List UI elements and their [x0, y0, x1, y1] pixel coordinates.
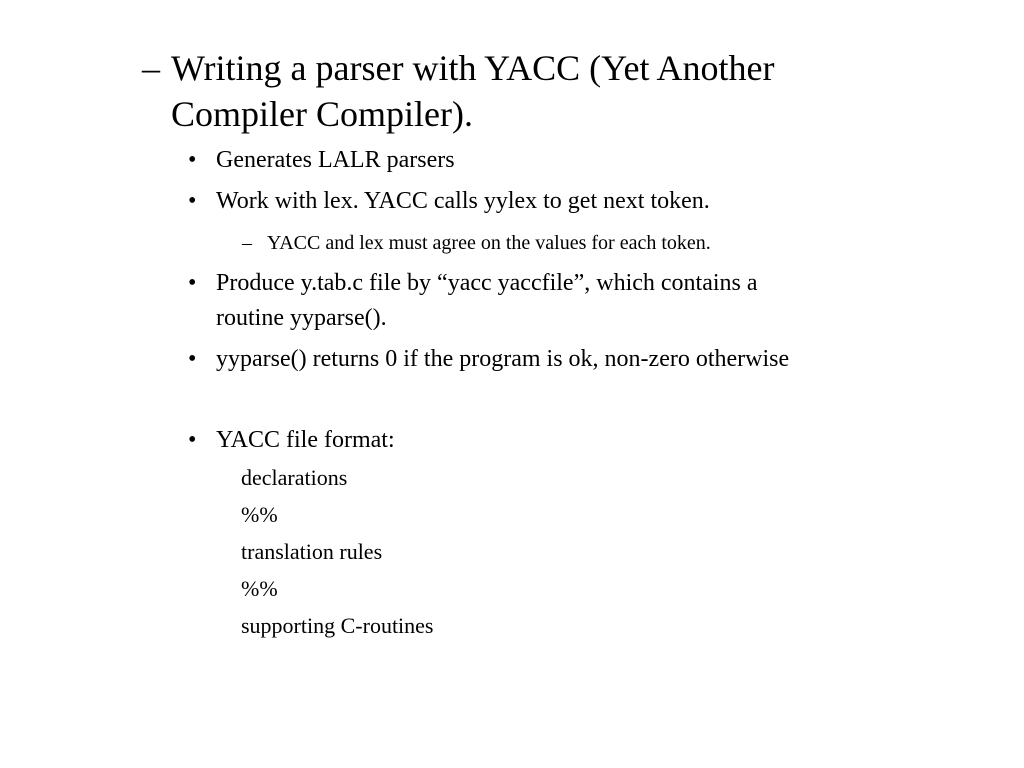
bullet-marker: • [188, 270, 197, 296]
bullet-yacc-file-format: YACC file format: [216, 427, 395, 453]
dash-marker: – [142, 48, 160, 88]
format-line-separator-2: %% [241, 576, 278, 601]
heading-line-1: Writing a parser with YACC (Yet Another [171, 48, 775, 88]
format-line-declarations: declarations [241, 465, 348, 490]
format-line-separator-1: %% [241, 502, 278, 527]
bullet-generates-lalr: Generates LALR parsers [216, 147, 455, 173]
format-line-translation-rules: translation rules [241, 539, 383, 564]
bullet-marker: • [188, 188, 197, 214]
bullet-marker: • [188, 427, 197, 453]
sub-item-agree-values: YACC and lex must agree on the values for each token. [267, 232, 711, 254]
bullet-work-with-lex: Work with lex. YACC calls yylex to get next token. [216, 188, 710, 214]
sub-dash-marker: – [242, 232, 252, 254]
bullet-produce-ytabc-line-2: routine yyparse(). [216, 305, 387, 331]
bullet-produce-ytabc-line-1: Produce y.tab.c file by “yacc yaccfile”, which contains a [216, 270, 758, 296]
bullet-marker: • [188, 147, 197, 173]
bullet-yyparse-returns: yyparse() returns 0 if the program is ok, non-zero otherwise [216, 346, 790, 372]
format-line-supporting-c-routines: supporting C-routines [241, 613, 434, 638]
bullet-marker: • [188, 346, 197, 372]
heading-line-2: Compiler Compiler). [171, 94, 473, 134]
